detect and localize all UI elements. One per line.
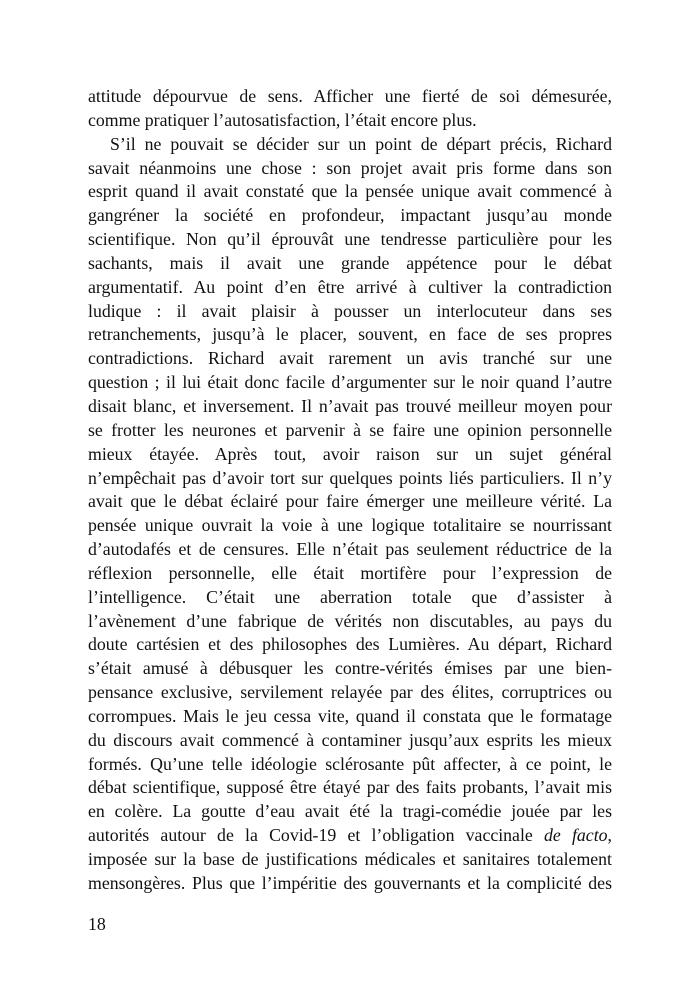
text-line: imposée sur la base de justifications médicales et sanitaires totalement [88, 849, 612, 869]
page-number: 18 [88, 914, 106, 934]
text-line: retranchements, jusqu’à le placer, souvent, en face de ses propres [88, 324, 612, 345]
text-line: formés. Qu’une telle idéologie sclérosante pût affecter, à ce point, le [88, 753, 612, 774]
text-line: scientifique. Non qu’il éprouvât une tendresse particulière pour les [88, 229, 612, 250]
text-line: argumentatif. Au point d’en être arrivé à cultiver la contradiction [88, 276, 612, 297]
text-line: du discours avait commencé à contaminer jusqu’aux esprits les mieux [88, 729, 612, 750]
text-line: mieux étayée. Après tout, avoir raison sur un sujet général [88, 443, 612, 464]
text-line: l’intelligence. C’était une aberration totale que d’assister à [88, 586, 612, 607]
text-line: doute cartésien et des philosophes des Lumières. Au départ, Richard [88, 634, 612, 655]
text-line: mensongères. Plus que l’impéritie des gouvernants et la complicité des [88, 872, 612, 893]
text-line: d’autodafés et de censures. Elle n’était pas seulement réductrice de la [88, 539, 612, 560]
text-line: l’avènement d’une fabrique de vérités non discutables, au pays du [88, 610, 612, 631]
text-line: se frotter les neurones et parvenir à se faire une opinion personnelle [88, 419, 612, 440]
text-line: S’il ne pouvait se décider sur un point de départ précis, Richard [110, 133, 612, 154]
text-line: esprit quand il avait constaté que la pensée unique avait commencé à [88, 181, 612, 202]
text-line: contradictions. Richard avait rarement un avis tranché sur une [88, 348, 612, 369]
text-line: s’était amusé à débusquer les contre-vérités émises par une bien- [88, 658, 612, 679]
text-line: n’empêchait pas d’avoir tort sur quelques points liés particuliers. Il n’y [88, 467, 612, 488]
text-line: question ; il lui était donc facile d’argumenter sur le noir quand l’autre [88, 372, 612, 393]
text-segment: , [607, 825, 612, 846]
text-line: avait que le débat éclairé pour faire émerger une meilleure vérité. La [88, 491, 612, 512]
text-line: pensée unique ouvrait la voie à une logique totalitaire se nourrissant [88, 515, 612, 536]
text-line: comme pratiquer l’autosatisfaction, l’était encore plus. [88, 109, 477, 130]
text-line: réflexion personnelle, elle était mortifère pour l’expression de [88, 562, 612, 583]
text-line: en colère. La goutte d’eau avait été la tragi-comédie jouée par les [88, 801, 612, 822]
text-line: corrompues. Mais le jeu cessa vite, quand il constata que le formatage [88, 705, 612, 726]
body-text [88, 85, 612, 896]
text-line: gangréner la société en profondeur, impactant jusqu’au monde [88, 205, 612, 226]
text-segment: autorités autour de la Covid-19 et l’obligation vaccinale [88, 825, 544, 846]
italic-phrase: de facto [543, 825, 608, 846]
text-line: disait blanc, et inversement. Il n’avait pas trouvé meilleur moyen pour [88, 395, 612, 416]
text-line: pensance exclusive, servilement relayée par des élites, corruptrices ou [88, 682, 612, 703]
text-line [88, 824, 612, 848]
text-line: ludique : il avait plaisir à pousser un interlocuteur dans ses [88, 300, 612, 321]
text-line: savait néanmoins une chose : son projet avait pris forme dans son [88, 157, 612, 178]
text-line: attitude dépourvue de sens. Afficher une fierté de soi démesurée, [88, 86, 612, 106]
text-line: débat scientifique, supposé être étayé par des faits probants, l’avait mis [88, 777, 612, 798]
text-line: sachants, mais il avait une grande appétence pour le débat [88, 252, 612, 273]
